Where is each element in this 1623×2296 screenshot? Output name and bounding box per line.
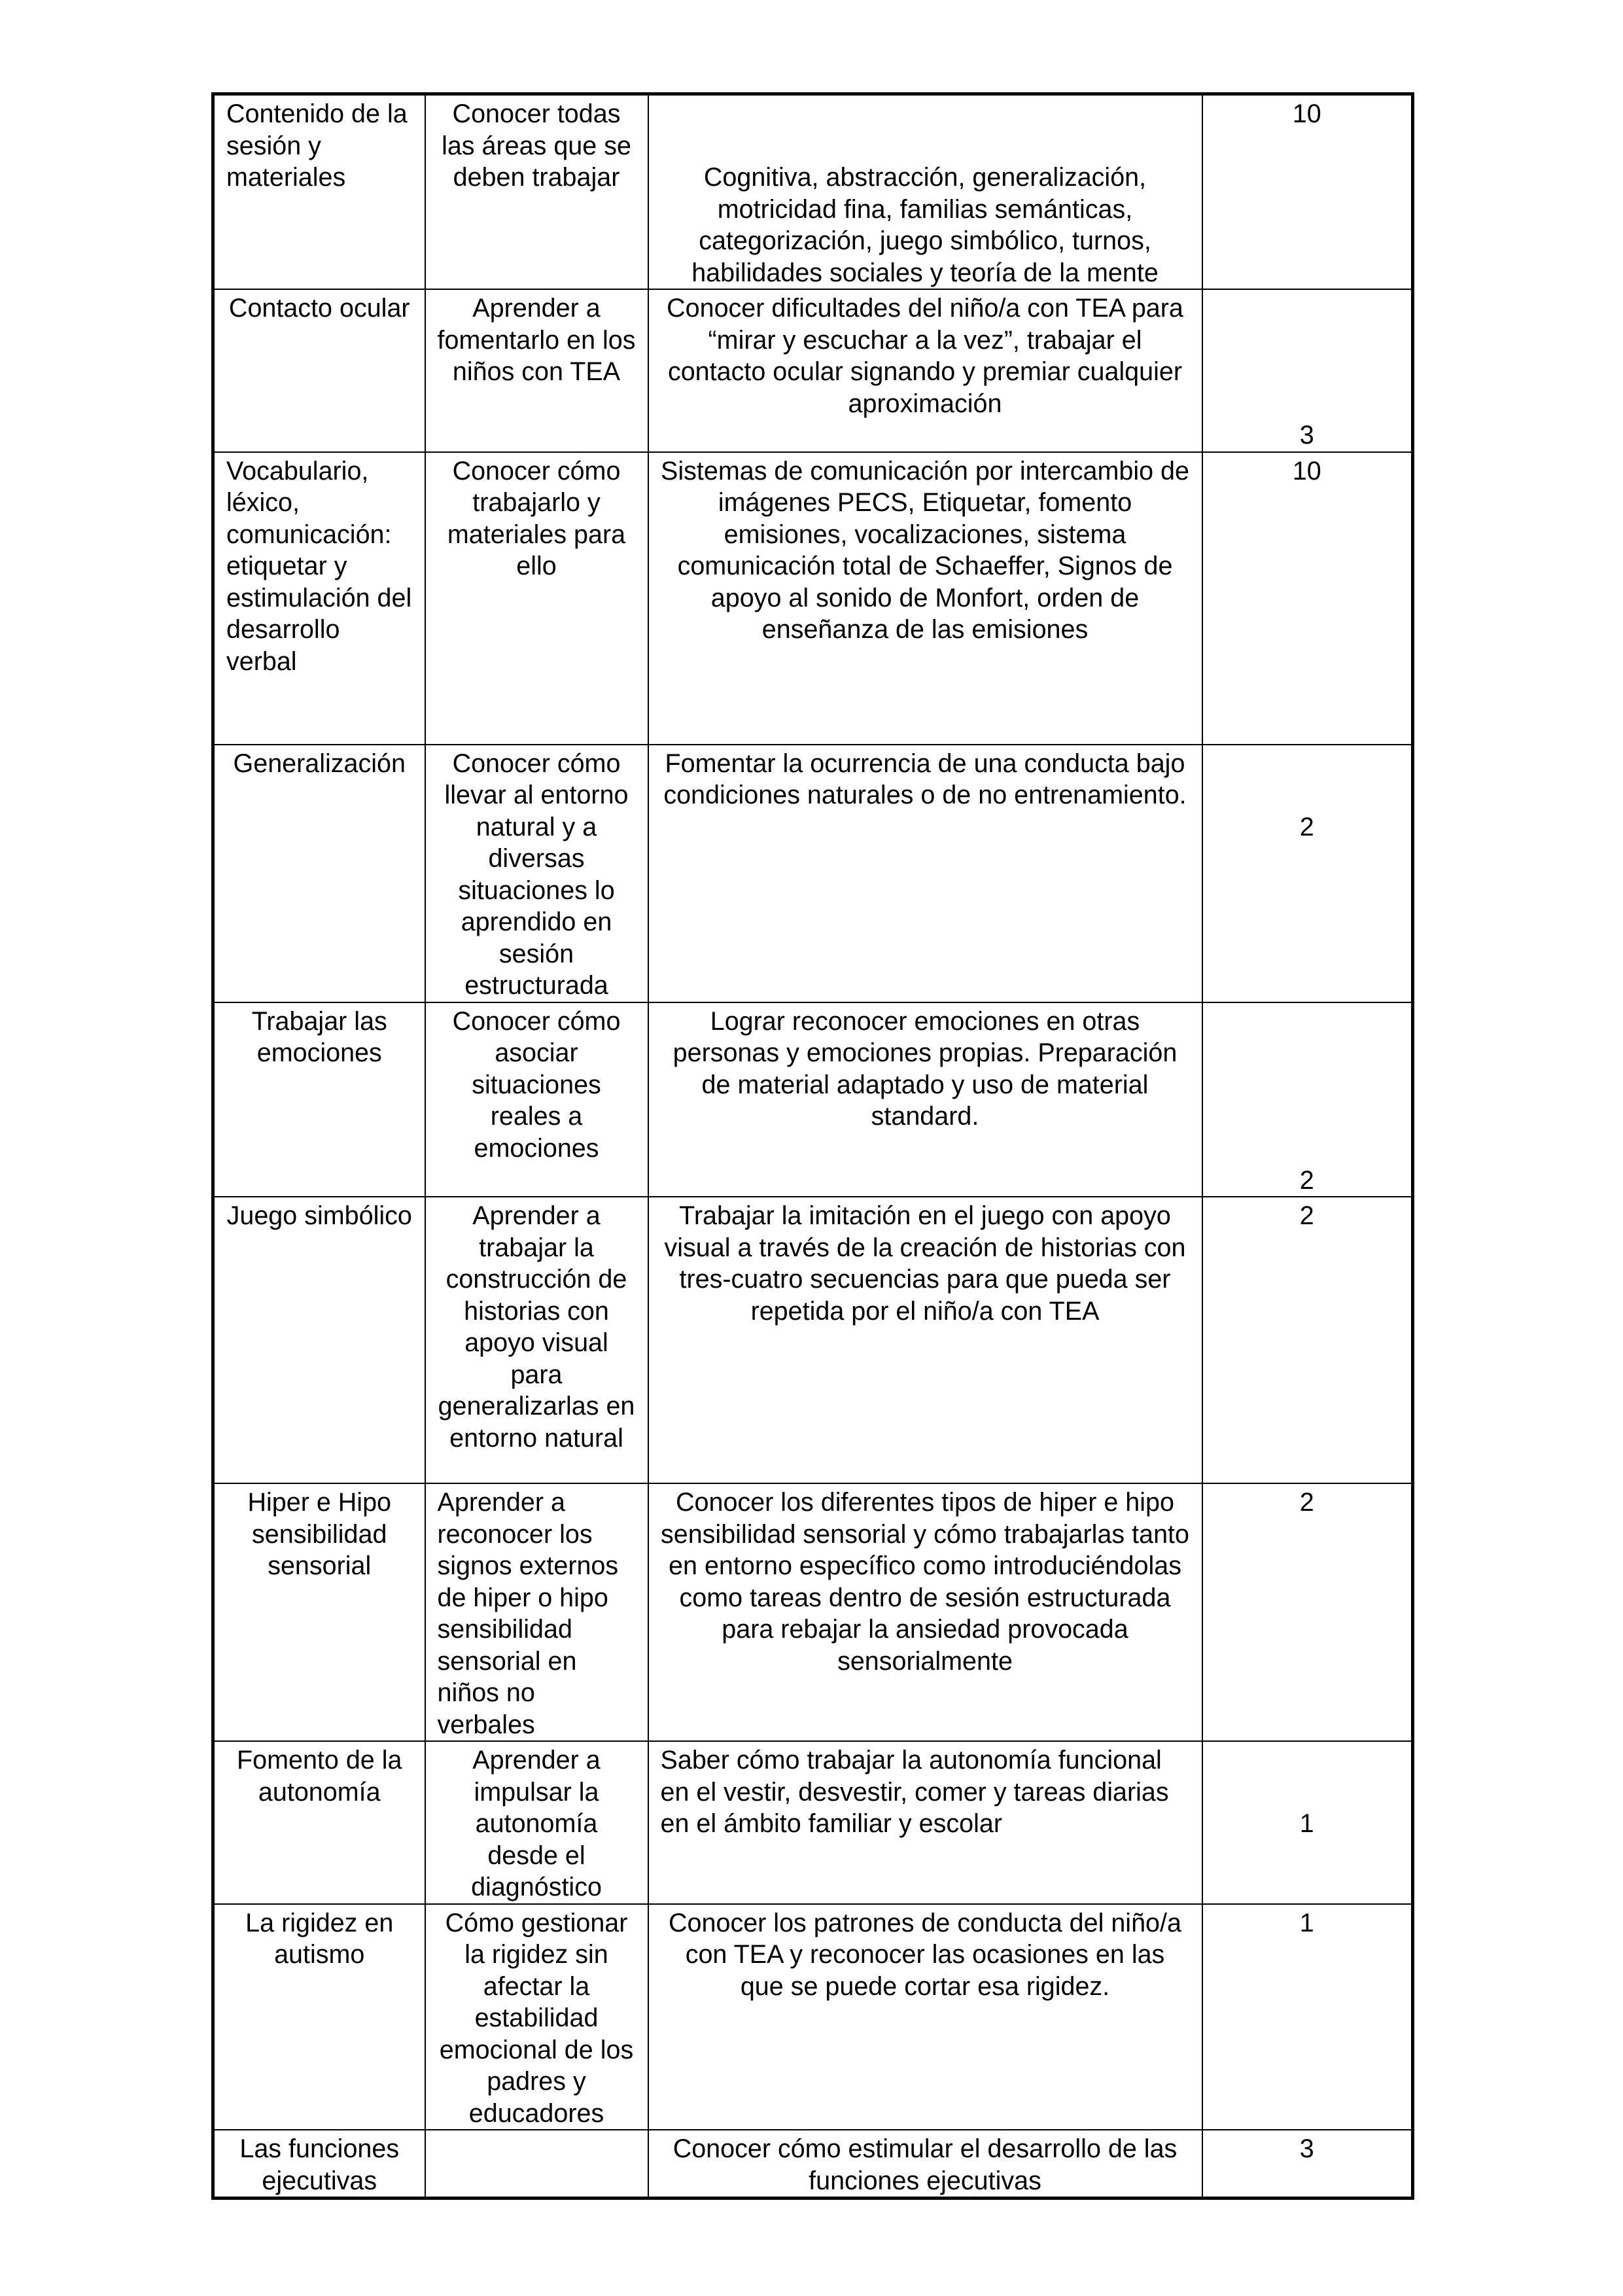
hours-cell: 10 bbox=[1202, 94, 1413, 290]
hours-cell: 1 bbox=[1202, 1904, 1413, 2130]
content-cell: Cognitiva, abstracción, generalización, motricidad fina, familias semánticas, categorización, juego simbólico, turnos, habilidades sociales y teoría de la mente bbox=[648, 94, 1202, 290]
topic-cell: Fomento de la autonomía bbox=[213, 1741, 425, 1904]
table-row bbox=[213, 1483, 1413, 1741]
content-cell: Lograr reconocer emociones en otras personas y emociones propias. Preparación de material adaptado y uso de material standard. bbox=[648, 1002, 1202, 1197]
hours-cell: 2 bbox=[1202, 1002, 1413, 1197]
content-cell: Conocer cómo estimular el desarrollo de las funciones ejecutivas bbox=[648, 2130, 1202, 2199]
topic-cell: Hiper e Hipo sensibilidad sensorial bbox=[213, 1483, 425, 1741]
objective-cell: Aprender a reconocer los signos externos de hiper o hipo sensibilidad sensorial en niños no verbales bbox=[425, 1483, 648, 1741]
objective-cell: Aprender a trabajar la construcción de historias con apoyo visual para generalizarlas en entorno natural bbox=[425, 1197, 648, 1483]
topic-cell: La rigidez en autismo bbox=[213, 1904, 425, 2130]
hours-cell: 3 bbox=[1202, 289, 1413, 452]
hours-cell: 2 bbox=[1202, 1483, 1413, 1741]
content-cell: Conocer los diferentes tipos de hiper e hipo sensibilidad sensorial y cómo trabajarlas tanto en entorno específico como introduciéndolas como tareas dentro de sesión estructurada para rebajar la ansiedad provocada sensorialmente bbox=[648, 1483, 1202, 1741]
hours-cell: 2 bbox=[1202, 745, 1413, 1002]
objective-cell: Conocer cómo trabajarlo y materiales para ello bbox=[425, 452, 648, 745]
table-row bbox=[213, 1002, 1413, 1197]
content-cell: Sistemas de comunicación por intercambio de imágenes PECS, Etiquetar, fomento emisiones, vocalizaciones, sistema comunicación total de Schaeffer, Signos de apoyo al sonido de Monfort, orden de enseñanza de las emisiones bbox=[648, 452, 1202, 745]
table-row bbox=[213, 745, 1413, 1002]
objective-cell: Conocer cómo llevar al entorno natural y a diversas situaciones lo aprendido en sesión estructurada bbox=[425, 745, 648, 1002]
hours-cell: 1 bbox=[1202, 1741, 1413, 1904]
table-row bbox=[213, 289, 1413, 452]
hours-cell: 3 bbox=[1202, 2130, 1413, 2199]
topic-cell: Generalización bbox=[213, 745, 425, 1002]
objective-cell: Conocer cómo asociar situaciones reales a emociones bbox=[425, 1002, 648, 1197]
objective-cell: Conocer todas las áreas que se deben trabajar bbox=[425, 94, 648, 290]
topic-cell: Vocabulario, léxico, comunicación: etiquetar y estimulación del desarrollo verbal bbox=[213, 452, 425, 745]
table-row bbox=[213, 1197, 1413, 1483]
content-cell: Conocer dificultades del niño/a con TEA para “mirar y escuchar a la vez”, trabajar el contacto ocular signando y premiar cualquier aproximación bbox=[648, 289, 1202, 452]
objective-cell bbox=[425, 2130, 648, 2199]
table-row bbox=[213, 1741, 1413, 1904]
content-cell: Trabajar la imitación en el juego con apoyo visual a través de la creación de historias con tres-cuatro secuencias para que pueda ser repetida por el niño/a con TEA bbox=[648, 1197, 1202, 1483]
table-row bbox=[213, 2130, 1413, 2199]
content-cell: Fomentar la ocurrencia de una conducta bajo condiciones naturales o de no entrenamiento. bbox=[648, 745, 1202, 1002]
content-cell: Conocer los patrones de conducta del niño/a con TEA y reconocer las ocasiones en las que se puede cortar esa rigidez. bbox=[648, 1904, 1202, 2130]
hours-cell: 2 bbox=[1202, 1197, 1413, 1483]
hours-cell: 10 bbox=[1202, 452, 1413, 745]
table-row bbox=[213, 1904, 1413, 2130]
objective-cell: Aprender a fomentarlo en los niños con TEA bbox=[425, 289, 648, 452]
topic-cell: Contenido de la sesión y materiales bbox=[213, 94, 425, 290]
content-cell: Saber cómo trabajar la autonomía funcional en el vestir, desvestir, comer y tareas diarias en el ámbito familiar y escolar bbox=[648, 1741, 1202, 1904]
topic-cell: Las funciones ejecutivas bbox=[213, 2130, 425, 2199]
objective-cell: Cómo gestionar la rigidez sin afectar la estabilidad emocional de los padres y educadores bbox=[425, 1904, 648, 2130]
table-row bbox=[213, 94, 1413, 290]
table-row bbox=[213, 452, 1413, 745]
topic-cell: Trabajar las emociones bbox=[213, 1002, 425, 1197]
topic-cell: Juego simbólico bbox=[213, 1197, 425, 1483]
objective-cell: Aprender a impulsar la autonomía desde el diagnóstico bbox=[425, 1741, 648, 1904]
topic-cell: Contacto ocular bbox=[213, 289, 425, 452]
course-content-table bbox=[211, 92, 1414, 2200]
